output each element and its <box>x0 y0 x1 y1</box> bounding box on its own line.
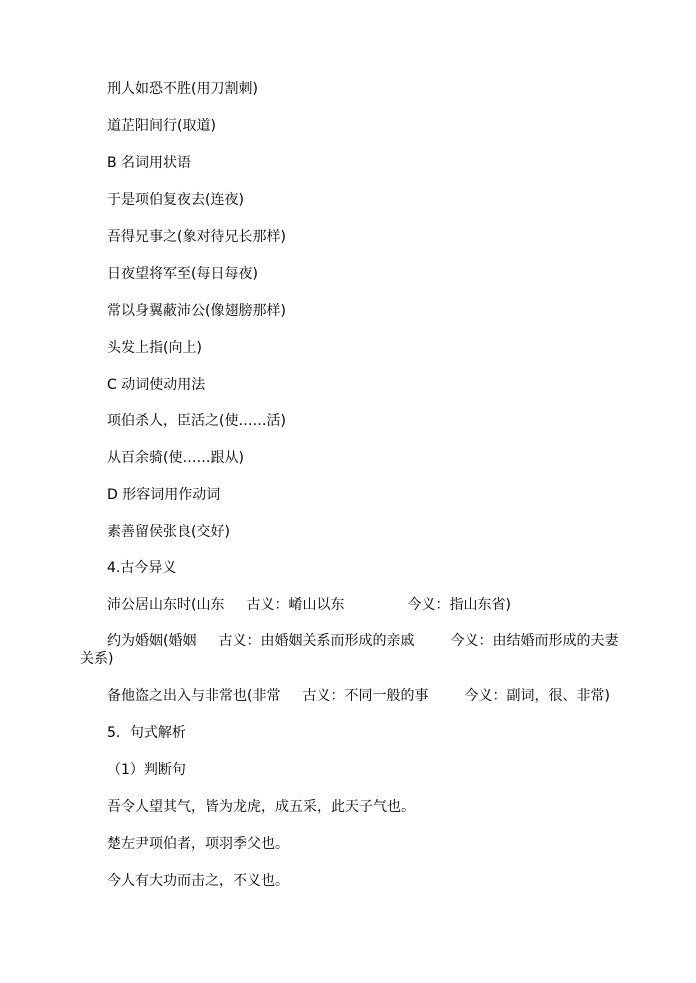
gujin-word: 约为婚姻(婚姻 <box>107 633 197 649</box>
text-line: 从百余骑(使……跟从) <box>107 450 244 466</box>
section-5-heading: 5．句式解析 <box>107 725 186 741</box>
gujin-ancient: 古义：不同一般的事 <box>302 688 429 704</box>
gujin-row <box>107 596 511 614</box>
heading-d: D 形容词用作动词 <box>107 487 221 503</box>
gujin-modern: 今义：由结婚而形成的夫妻 <box>450 633 619 649</box>
text-line: 道芷阳间行(取道) <box>107 118 216 134</box>
text-line: 头发上指(向上) <box>107 340 202 356</box>
gujin-ancient: 古义：由婚姻关系而形成的亲戚 <box>218 633 415 649</box>
gujin-modern: 今义：副词，很、非常) <box>464 688 610 704</box>
text-line: 项伯杀人，臣活之(使……活) <box>107 413 286 429</box>
gujin-ancient: 古义：崤山以东 <box>246 597 345 613</box>
text-line: 于是项伯复夜去(连夜) <box>107 192 244 208</box>
gujin-word: 备他盗之出入与非常也(非常 <box>107 688 281 704</box>
example-sentence: 楚左尹项伯者，项羽季父也。 <box>107 836 289 852</box>
text-line: 吾得兄事之(象对待兄长那样) <box>107 229 286 245</box>
heading-4: 4.古今异义 <box>107 560 177 576</box>
gujin-row <box>80 632 640 668</box>
heading-b: B 名词用状语 <box>107 155 192 171</box>
gujin-modern: 今义：指山东省) <box>407 597 511 613</box>
text-line: 日夜望将军至(每日每夜) <box>107 266 258 282</box>
heading-c: C 动词使动用法 <box>107 377 206 393</box>
gujin-word: 沛公居山东时(山东 <box>107 597 225 613</box>
gujin-continuation: 关系) <box>80 651 114 667</box>
example-sentence: 今人有大功而击之，不义也。 <box>107 873 289 889</box>
text-line: 刑人如恐不胜(用刀割刺) <box>107 81 258 97</box>
text-line: 素善留侯张良(交好) <box>107 524 230 540</box>
subheading-judgment: （1）判断句 <box>107 762 186 778</box>
example-sentence: 吾令人望其气，皆为龙虎，成五采，此天子气也。 <box>107 799 415 815</box>
text-line: 常以身翼蔽沛公(像翅膀那样) <box>107 303 286 319</box>
gujin-row <box>107 687 610 705</box>
